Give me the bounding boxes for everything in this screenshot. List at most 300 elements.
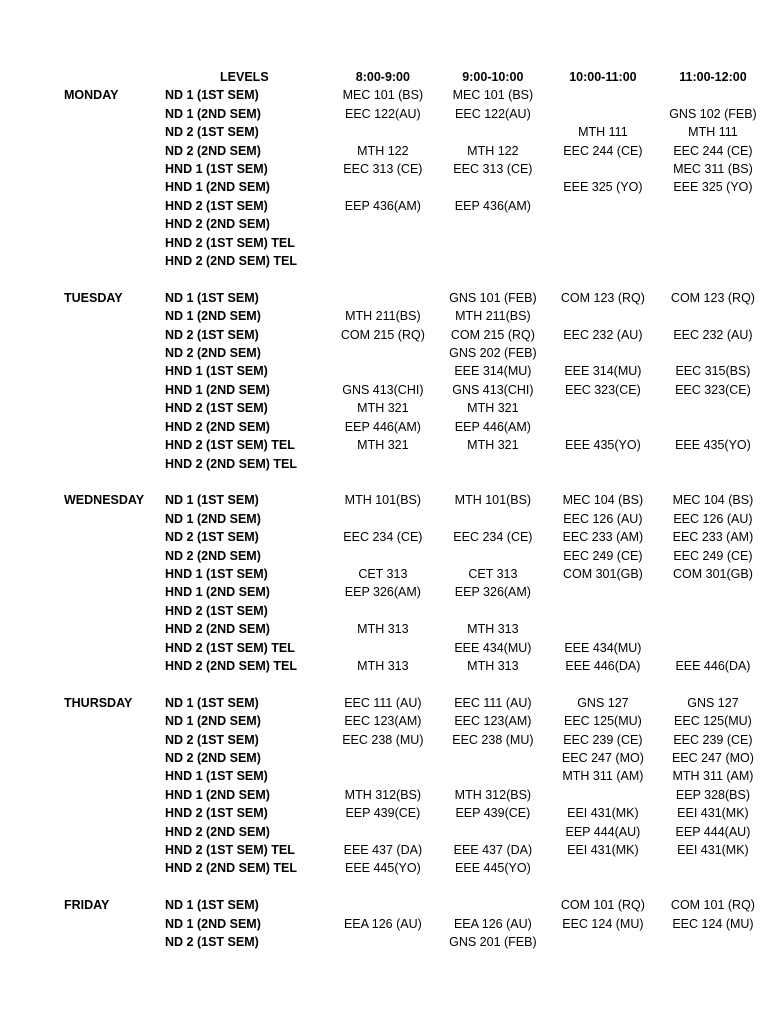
day-cell-empty (0, 731, 165, 749)
course-cell: EEC 122(AU) (345, 106, 421, 121)
day-cell-empty (0, 123, 165, 141)
course-cell: EEP 328(BS) (675, 787, 751, 802)
course-cell: GNS 127 (577, 695, 629, 710)
timetable-row (0, 731, 768, 749)
course-cell: EEE 434(MU) (454, 640, 532, 655)
level-label: ND 2 (1ST SEM) (165, 732, 259, 747)
timetable-body (0, 86, 768, 951)
day-spacer-row (0, 473, 768, 491)
spacer-cell (0, 675, 768, 693)
course-cell (438, 767, 548, 785)
day-cell-empty (0, 326, 165, 344)
course-cell (548, 86, 658, 104)
course-cell (548, 602, 658, 620)
course-cell (658, 197, 768, 215)
course-cell: MTH 101(BS) (344, 493, 422, 508)
course-cell: MEC 104 (BS) (562, 493, 644, 508)
course-cell (328, 123, 438, 141)
timetable-row (0, 694, 768, 712)
timetable-row (0, 510, 768, 528)
level-label: ND 1 (1ST SEM) (165, 695, 259, 710)
course-cell: EEC 323(CE) (565, 382, 641, 397)
day-cell-empty (0, 602, 165, 620)
course-cell: EEC 244 (CE) (673, 143, 753, 158)
course-cell: EEP 439(CE) (455, 806, 531, 821)
day-column-header (0, 68, 165, 86)
day-cell-empty (0, 418, 165, 436)
course-cell (658, 86, 768, 104)
day-cell-empty (0, 399, 165, 417)
course-cell (658, 307, 768, 325)
day-cell-empty (0, 583, 165, 601)
day-label: MONDAY (64, 88, 119, 103)
course-cell: EEC 233 (AM) (672, 530, 754, 545)
course-cell (658, 620, 768, 638)
course-cell (658, 344, 768, 362)
day-cell-empty (0, 620, 165, 638)
course-cell: EEC 111 (AU) (454, 695, 532, 710)
course-cell: COM 101 (RQ) (670, 898, 755, 913)
course-cell (548, 344, 658, 362)
course-cell (548, 252, 658, 270)
course-cell: EEC 126 (AU) (673, 511, 753, 526)
timetable-row (0, 657, 768, 675)
course-cell: EEP 326(AM) (454, 585, 531, 600)
timetable-row (0, 86, 768, 104)
day-spacer-row (0, 675, 768, 693)
timetable-row (0, 896, 768, 914)
course-cell: EEA 126 (AU) (343, 916, 422, 931)
course-cell (548, 620, 658, 638)
course-cell: EEC 125(MU) (564, 714, 642, 729)
course-cell (438, 215, 548, 233)
course-cell: EEC 234 (CE) (453, 530, 533, 545)
course-cell (438, 602, 548, 620)
day-cell-empty (0, 178, 165, 196)
day-cell-empty (0, 307, 165, 325)
timetable-row (0, 933, 768, 951)
course-cell (328, 933, 438, 951)
course-cell: EEC 232 (AU) (563, 327, 643, 342)
course-cell: EEI 431(MK) (567, 843, 639, 858)
course-cell (658, 234, 768, 252)
course-cell: EEI 431(MK) (567, 806, 639, 821)
course-cell (658, 639, 768, 657)
course-cell: EEC 315(BS) (675, 364, 751, 379)
level-label: ND 2 (1ST SEM) (165, 935, 259, 950)
course-cell: GNS 127 (687, 695, 739, 710)
course-cell: EEC 126 (AU) (563, 511, 643, 526)
level-label: ND 2 (2ND SEM) (165, 143, 261, 158)
level-label: HND 2 (2ND SEM) (165, 824, 270, 839)
course-cell: EEP 444(AU) (565, 824, 641, 839)
course-cell (548, 786, 658, 804)
spacer-cell (0, 473, 768, 491)
course-cell: MTH 321 (357, 438, 409, 453)
timetable-row (0, 252, 768, 270)
level-label: ND 2 (1ST SEM) (165, 125, 259, 140)
timetable-row (0, 418, 768, 436)
day-cell-empty (0, 510, 165, 528)
timetable-row (0, 197, 768, 215)
day-cell-empty (0, 344, 165, 362)
day-cell-empty (0, 915, 165, 933)
course-cell (328, 602, 438, 620)
course-cell: EEC 239 (CE) (673, 732, 753, 747)
course-cell: EEE 325 (YO) (563, 180, 643, 195)
level-label: ND 1 (1ST SEM) (165, 88, 259, 103)
timetable-row (0, 455, 768, 473)
course-cell: EEC 123(AM) (344, 714, 422, 729)
day-cell-empty (0, 215, 165, 233)
course-cell (328, 823, 438, 841)
timetable-row (0, 307, 768, 325)
timetable-row (0, 123, 768, 141)
timetable-row (0, 105, 768, 123)
course-cell (658, 933, 768, 951)
course-cell: EEC 122(AU) (455, 106, 531, 121)
course-cell (328, 767, 438, 785)
day-cell-empty (0, 455, 165, 473)
level-label: ND 2 (2ND SEM) (165, 346, 261, 361)
day-cell-empty (0, 712, 165, 730)
timetable-row (0, 436, 768, 454)
timetable-row (0, 583, 768, 601)
timetable-header (0, 68, 768, 86)
level-label: HND 2 (2ND SEM) TEL (165, 254, 297, 269)
timetable-row (0, 767, 768, 785)
day-cell-empty (0, 528, 165, 546)
day-cell-empty (0, 436, 165, 454)
day-cell-empty (0, 234, 165, 252)
timetable-row (0, 620, 768, 638)
course-cell: EEE 434(MU) (564, 640, 642, 655)
course-cell: EEC 123(AM) (454, 714, 532, 729)
course-cell (328, 289, 438, 307)
course-cell: EEE 437 (DA) (343, 843, 423, 858)
course-cell: EEE 446(DA) (675, 658, 751, 673)
course-cell: EEC 247 (MO) (561, 750, 644, 765)
spacer-cell (0, 270, 768, 288)
day-cell-empty (0, 639, 165, 657)
course-cell: MTH 122 (467, 143, 519, 158)
timetable-row (0, 399, 768, 417)
level-label: HND 2 (1ST SEM) (165, 198, 268, 213)
level-label: ND 1 (2ND SEM) (165, 714, 261, 729)
course-cell: MTH 321 (357, 401, 409, 416)
level-label: HND 1 (2ND SEM) (165, 180, 270, 195)
course-cell (328, 344, 438, 362)
course-cell (548, 399, 658, 417)
timetable-row (0, 547, 768, 565)
course-cell: GNS 102 (FEB) (669, 106, 757, 121)
course-cell (658, 399, 768, 417)
timetable-row (0, 786, 768, 804)
course-cell: EEE 314(MU) (454, 364, 532, 379)
course-cell (438, 749, 548, 767)
course-cell: MTH 311 (AM) (672, 769, 754, 784)
course-cell: EEE 314(MU) (564, 364, 642, 379)
course-cell: MEC 104 (BS) (672, 493, 754, 508)
level-label: HND 1 (2ND SEM) (165, 382, 270, 397)
level-label: HND 1 (1ST SEM) (165, 162, 268, 177)
course-cell (658, 583, 768, 601)
course-cell: MTH 321 (467, 438, 519, 453)
course-cell: CET 313 (468, 566, 518, 581)
course-cell: MTH 313 (357, 622, 409, 637)
timetable-row (0, 491, 768, 509)
level-label: ND 1 (2ND SEM) (165, 309, 261, 324)
timetable-row (0, 804, 768, 822)
level-label: ND 1 (2ND SEM) (165, 916, 261, 931)
course-cell (438, 896, 548, 914)
course-cell: EEC 323(CE) (675, 382, 751, 397)
course-cell (548, 105, 658, 123)
course-cell: GNS 413(CHI) (452, 382, 534, 397)
course-cell: EEC 124 (MU) (672, 916, 754, 931)
course-cell: EEC 249 (CE) (563, 548, 643, 563)
course-cell (328, 639, 438, 657)
level-label: HND 2 (1ST SEM) (165, 603, 268, 618)
day-cell-empty (0, 197, 165, 215)
course-cell: EEC 247 (MO) (671, 750, 754, 765)
course-cell (658, 418, 768, 436)
day-cell-empty (0, 381, 165, 399)
course-cell: EEE 435(YO) (565, 438, 641, 453)
course-cell (438, 178, 548, 196)
time-slot-header: 8:00-9:00 (355, 70, 410, 84)
course-cell (548, 307, 658, 325)
course-cell: EEP 444(AU) (675, 824, 751, 839)
day-cell-empty (0, 823, 165, 841)
timetable-row (0, 602, 768, 620)
course-cell: MTH 122 (357, 143, 409, 158)
day-label: THURSDAY (64, 695, 133, 710)
level-label: HND 1 (1ST SEM) (165, 364, 268, 379)
timetable-row (0, 234, 768, 252)
course-cell: MTH 321 (467, 401, 519, 416)
course-cell (438, 823, 548, 841)
level-label: HND 2 (2ND SEM) TEL (165, 456, 297, 471)
course-cell: EEP 436(AM) (454, 198, 531, 213)
level-label: ND 2 (1ST SEM) (165, 327, 259, 342)
course-cell: MTH 211(BS) (345, 309, 421, 324)
day-cell-empty (0, 804, 165, 822)
day-spacer-row (0, 878, 768, 896)
course-cell: MTH 311 (AM) (562, 769, 644, 784)
time-slot-header: 10:00-11:00 (569, 70, 637, 84)
course-cell: COM 301(GB) (673, 566, 753, 581)
course-cell (328, 510, 438, 528)
course-cell (658, 455, 768, 473)
course-cell: EEP 436(AM) (344, 198, 421, 213)
course-cell: EEC 238 (MU) (342, 732, 424, 747)
course-cell: EEC 249 (CE) (673, 548, 753, 563)
day-cell-empty (0, 362, 165, 380)
course-cell: EEA 126 (AU) (453, 916, 532, 931)
course-cell (328, 178, 438, 196)
course-cell: GNS 202 (FEB) (449, 346, 537, 361)
course-cell (548, 215, 658, 233)
level-label: HND 2 (1ST SEM) TEL (165, 438, 295, 453)
timetable-row (0, 344, 768, 362)
day-cell-empty (0, 657, 165, 675)
course-cell: EEE 445(YO) (345, 861, 421, 876)
day-cell-empty (0, 859, 165, 877)
day-label: WEDNESDAY (64, 493, 145, 508)
course-cell (328, 547, 438, 565)
timetable-row (0, 178, 768, 196)
course-cell (548, 583, 658, 601)
course-cell (658, 602, 768, 620)
level-label: HND 2 (2ND SEM) TEL (165, 861, 297, 876)
day-cell-empty (0, 565, 165, 583)
course-cell: EEE 437 (DA) (453, 843, 533, 858)
course-cell (328, 455, 438, 473)
course-cell (328, 896, 438, 914)
course-cell: EEE 435(YO) (675, 438, 751, 453)
course-cell (328, 362, 438, 380)
course-cell: COM 215 (RQ) (340, 327, 425, 342)
course-cell: EEC 313 (CE) (453, 162, 533, 177)
level-label: HND 2 (1ST SEM) TEL (165, 843, 295, 858)
day-cell-empty (0, 142, 165, 160)
course-cell: EEP 326(AM) (344, 585, 421, 600)
course-cell (438, 123, 548, 141)
level-label: HND 2 (1ST SEM) (165, 806, 268, 821)
course-cell: COM 123 (RQ) (670, 290, 755, 305)
course-cell: MTH 312(BS) (454, 787, 532, 802)
level-label: ND 1 (2ND SEM) (165, 106, 261, 121)
course-cell: MTH 211(BS) (455, 309, 531, 324)
course-cell (438, 252, 548, 270)
course-cell: EEI 431(MK) (677, 806, 749, 821)
level-label: ND 2 (2ND SEM) (165, 750, 261, 765)
course-cell (548, 234, 658, 252)
course-cell (438, 234, 548, 252)
level-label: HND 2 (2ND SEM) (165, 622, 270, 637)
timetable (0, 68, 768, 951)
timetable-row (0, 142, 768, 160)
day-cell-empty (0, 547, 165, 565)
course-cell (658, 215, 768, 233)
timetable-row (0, 289, 768, 307)
timetable-row (0, 823, 768, 841)
course-cell: COM 215 (RQ) (450, 327, 535, 342)
course-cell (328, 215, 438, 233)
course-cell: COM 101 (RQ) (560, 898, 645, 913)
timetable-row (0, 712, 768, 730)
course-cell: MTH 111 (688, 125, 738, 140)
level-label: ND 1 (1ST SEM) (165, 493, 259, 508)
level-label: HND 2 (2ND SEM) TEL (165, 658, 297, 673)
course-cell (438, 455, 548, 473)
course-cell (548, 455, 658, 473)
course-cell (548, 859, 658, 877)
day-cell-empty (0, 933, 165, 951)
course-cell: EEP 446(AM) (454, 419, 531, 434)
course-cell: EEP 446(AM) (344, 419, 421, 434)
course-cell (328, 252, 438, 270)
course-cell: MEC 101 (BS) (342, 88, 424, 103)
level-label: HND 1 (1ST SEM) (165, 769, 268, 784)
course-cell: MTH 313 (357, 658, 409, 673)
course-cell (548, 197, 658, 215)
level-label: ND 1 (2ND SEM) (165, 511, 261, 526)
level-label: HND 1 (2ND SEM) (165, 585, 270, 600)
timetable-row (0, 381, 768, 399)
course-cell: MTH 312(BS) (344, 787, 422, 802)
course-cell: COM 123 (RQ) (560, 290, 645, 305)
timetable-row (0, 639, 768, 657)
course-cell: MEC 101 (BS) (452, 88, 534, 103)
course-cell: MTH 313 (467, 658, 519, 673)
course-cell: MTH 101(BS) (454, 493, 532, 508)
course-cell: EEC 232 (AU) (673, 327, 753, 342)
level-label: HND 2 (1ST SEM) (165, 401, 268, 416)
spacer-cell (0, 878, 768, 896)
course-cell: CET 313 (358, 566, 408, 581)
day-cell-empty (0, 749, 165, 767)
course-cell (658, 252, 768, 270)
course-cell (548, 418, 658, 436)
day-label: FRIDAY (64, 898, 110, 913)
timetable-row (0, 859, 768, 877)
day-label: TUESDAY (64, 290, 123, 305)
timetable-row (0, 915, 768, 933)
course-cell: MTH 111 (578, 125, 628, 140)
course-cell: EEC 111 (AU) (344, 695, 422, 710)
course-cell (548, 933, 658, 951)
course-cell: EEE 325 (YO) (673, 180, 753, 195)
course-cell (658, 859, 768, 877)
course-cell (438, 547, 548, 565)
day-cell-empty (0, 841, 165, 859)
level-label: ND 1 (1ST SEM) (165, 898, 259, 913)
course-cell (328, 234, 438, 252)
day-cell-empty (0, 105, 165, 123)
course-cell: EEC 233 (AM) (562, 530, 644, 545)
course-cell (328, 749, 438, 767)
course-cell: GNS 101 (FEB) (449, 290, 537, 305)
level-label: HND 2 (1ST SEM) TEL (165, 235, 295, 250)
course-cell: EEC 125(MU) (674, 714, 752, 729)
level-label: ND 2 (2ND SEM) (165, 548, 261, 563)
course-cell: EEC 238 (MU) (452, 732, 534, 747)
level-label: ND 1 (1ST SEM) (165, 290, 259, 305)
level-label: HND 2 (2ND SEM) (165, 217, 270, 232)
timetable-row (0, 215, 768, 233)
course-cell: EEC 313 (CE) (343, 162, 423, 177)
level-label: HND 2 (2ND SEM) (165, 419, 270, 434)
day-cell-empty (0, 767, 165, 785)
header-row (0, 68, 768, 86)
day-cell-empty (0, 786, 165, 804)
level-label: HND 1 (2ND SEM) (165, 787, 270, 802)
timetable-row (0, 160, 768, 178)
timetable-row (0, 528, 768, 546)
course-cell: EEC 124 (MU) (562, 916, 644, 931)
timetable-row (0, 565, 768, 583)
level-label: HND 2 (1ST SEM) TEL (165, 640, 295, 655)
timetable-row (0, 362, 768, 380)
time-slot-header: 9:00-10:00 (462, 70, 524, 84)
course-cell: EEC 239 (CE) (563, 732, 643, 747)
course-cell: EEP 439(CE) (345, 806, 421, 821)
day-cell-empty (0, 252, 165, 270)
timetable-row (0, 841, 768, 859)
time-slot-header: 11:00-12:00 (679, 70, 747, 84)
